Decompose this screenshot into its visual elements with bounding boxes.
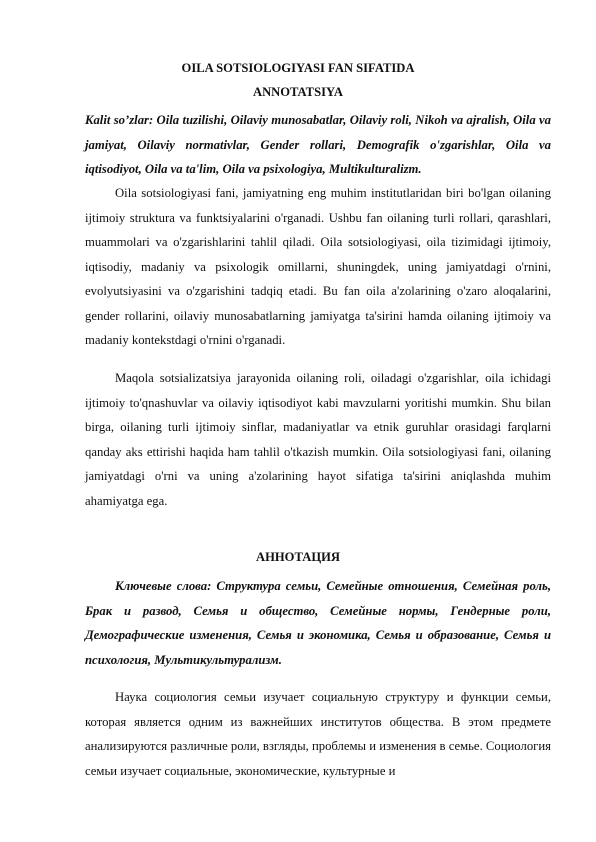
- keywords-uz: Kalit so’zlar: Oila tuzilishi, Oilaviy munosabatlar, Oilaviy roli, Nikoh va ajralish, Oila va jamiyat, Oilaviy normativlar, Gender rollari, Demografik o'zgarishlar, Oila va iqtisodiyot, Oila va ta'lim, Oila va psixologiya, Multikulturalizm.: [85, 113, 551, 176]
- annotation-heading-uz: ANNOTATSIYA: [252, 85, 344, 99]
- paragraph-uz-2: Maqola sotsializatsiya jarayonida oilaning roli, oiladagi o'zgarishlar, oila ichidagi ijtimoiy to'qnashuvlar va oilaviy iqtisodiyot kabi mavzularni yoritishi mumkin. Shu bilan birga, oilaning turli ijtimoiy sinflar, madaniyatlar va etnik guruhlar orasidagi farqlarni qanday aks ettirishi haqida ham tahlil o'tkazish mumkin. Oila sotsiologiyasi fani, oilaning jamiyatdagi o'rni va uning a'zolarining hayot sifatiga ta'sirini aniqlashda muhim ahamiyatga ega.: [85, 371, 551, 508]
- paragraph-uz-1: Oila sotsiologiyasi fani, jamiyatning eng muhim institutlaridan biri bo'lgan oilaning ijtimoiy struktura va funktsiyalarini o'rganadi. Ushbu fan oilaning turli rollari, qarashlari, muammolari va o'zgarishlarini tahlil qiladi. Oila sotsiologiyasi, oila tizimidagi ijtimoiy, iqtisodiy, madaniy va psixologik omillarni, shuningdek, uning jamiyatdagi o'rnini, evolyutsiyasini va o'zgarishini tadqiq etadi. Bu fan oila a'zolarining o'zaro aloqalarini, gender rollarini, oilaviy munosabatlarning jamiyatga ta'sirini hamda oilaning ijtimoiy va madaniy kontekstdagi o'rnini o'rganadi.: [85, 186, 551, 347]
- annotation-heading-ru: АННОТАЦИЯ: [255, 550, 341, 564]
- keywords-ru: Ключевые слова: Структура семьи, Семейные отношения, Семейная роль, Брак и развод, Семья и общество, Семейные нормы, Гендерные роли, Демографические изменения, Семья и экономика, Семья и образование, Семья и психология, Мультикультурализм.: [85, 579, 551, 667]
- paper-title: OILA SOTSIOLOGIYASI FAN SIFATIDA: [181, 61, 415, 75]
- paragraph-ru-1: Наука социология семьи изучает социальную структуру и функции семьи, которая является одним из важнейших институтов общества. В этом предмете анализируются различные роли, взгляды, проблемы и изменения в семье. Социология семьи изучает социальные, экономические, культурные и: [85, 690, 551, 778]
